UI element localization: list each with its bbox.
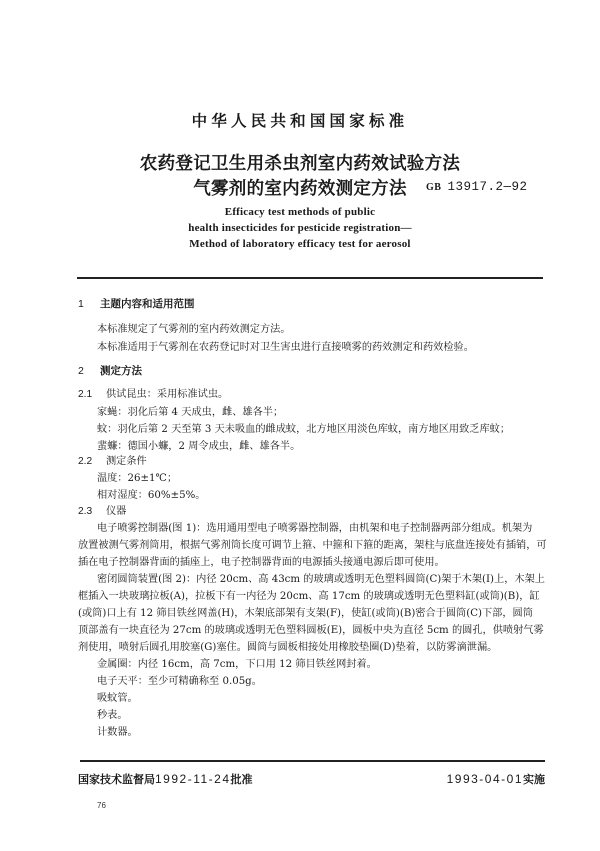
standard-code: 13917.2—92 xyxy=(447,180,528,194)
list-item: 吸蚊管。 xyxy=(97,693,138,704)
subsection-number: 2.2 xyxy=(78,456,93,467)
section-title: 主题内容和适用范围 xyxy=(100,298,195,310)
subsection-2-2-heading xyxy=(78,452,147,467)
footer-divider xyxy=(80,760,545,762)
list-item: 家蝇：羽化后第 4 天成虫，雌、雄各半； xyxy=(97,407,284,418)
list-item: 相对湿度：60%±5%。 xyxy=(97,490,206,501)
paragraph-line: 剂使用，喷射后圆孔用胶塞(G)塞住。圆筒与圆板相接处用橡胶垫圈(D)垫着，以防雾滴泄漏。 xyxy=(78,642,498,653)
paragraph-line: 电子喷雾控制器(图 1)：选用通用型电子喷雾器控制器，由机架和电子控制器两部分组成。机架为 xyxy=(97,523,533,534)
paragraph: 本标准规定了气雾剂的室内药效测定方法。 xyxy=(97,324,291,335)
subsection-number: 2.3 xyxy=(78,506,93,517)
list-item: 温度：26±1℃； xyxy=(97,473,178,484)
paragraph-line: 顶部盖有一块直径为 27cm 的玻璃或透明无色塑料圆板(E)，圆板中央为直径 5cm 的圆孔，供喷射气雾 xyxy=(78,625,544,636)
effective-date: 1993-04-01 xyxy=(446,772,523,786)
subsection-title: 测定条件 xyxy=(106,456,147,467)
document-title-line2: 气雾剂的室内药效测定方法 xyxy=(193,179,407,199)
section-number: 1 xyxy=(78,298,84,310)
list-item: 蚊：羽化后第 2 天至第 3 天未吸血的雌成蚊，北方地区用淡色库蚊，南方地区用致乏库蚊； xyxy=(97,424,511,435)
english-title-line3: Method of laboratory efficacy test for aerosol xyxy=(189,238,411,250)
approval-org: 国家技术监督局 xyxy=(78,773,155,786)
english-title-line2: health insecticides for pesticide registration— xyxy=(188,222,412,234)
list-item: 电子天平：至少可精确称至 0.05g。 xyxy=(97,676,262,687)
subsection-title: 仪器 xyxy=(106,506,127,517)
standard-prefix: GB xyxy=(426,182,442,193)
list-item: 蜚蠊：德国小蠊，2 周令成虫，雌、雄各半。 xyxy=(97,441,301,452)
list-item: 秒表。 xyxy=(97,710,128,721)
national-standard-label: 中华人民共和国国家标准 xyxy=(191,112,409,130)
section-2-heading xyxy=(78,363,142,378)
subsection-2-1-heading xyxy=(78,385,228,400)
approval-info xyxy=(78,771,253,787)
subsection-number: 2.1 xyxy=(78,389,93,400)
section-1-heading xyxy=(78,296,195,311)
effective-label: 实施 xyxy=(523,773,545,786)
paragraph-line: 密闭圆筒装置(图 2)：内径 20cm、高 43cm 的玻璃或透明无色塑料圆筒(C)架于木架(I)上，木架上 xyxy=(97,574,545,585)
list-item: 计数器。 xyxy=(97,727,138,738)
list-item: 金属圈：内径 16cm，高 7cm，下口用 12 筛目铁丝网封着。 xyxy=(97,659,377,670)
subsection-title: 供试昆虫：采用标准试虫。 xyxy=(106,389,229,400)
subsection-2-3-heading xyxy=(78,502,126,517)
page-number: 76 xyxy=(97,801,106,810)
paragraph-line: 插在电子控制器背面的插座上，电子控制器背面的电源插头接通电源后即可使用。 xyxy=(78,557,445,568)
effective-info xyxy=(447,771,545,787)
section-title: 测定方法 xyxy=(100,365,142,377)
paragraph: 本标准适用于气雾剂在农药登记时对卫生害虫进行直接喷雾的药效测定和药效检验。 xyxy=(97,342,474,353)
paragraph-line: (或筒)口上有 12 筛目铁丝网盖(H)，木架底部架有支架(F)，使缸(或筒)(B)密合于圆筒(C)下部，圆筒 xyxy=(78,608,533,619)
paragraph-line: 框插入一块玻璃拉板(A)，拉板下有一内径为 20cm、高 17cm 的玻璃或透明无色塑料缸(或筒)(B)，缸 xyxy=(78,591,540,602)
english-title-line1: Efficacy test methods of public xyxy=(224,206,376,218)
document-title-line1: 农药登记卫生用杀虫剂室内药效试验方法 xyxy=(139,154,461,174)
approval-label: 批准 xyxy=(230,773,253,786)
paragraph-line: 放置被测气雾剂筒用，根据气雾剂筒长度可调节上箍、中箍和下箍的距离，架柱与底盘连接处有插销，可 xyxy=(78,540,547,551)
section-number: 2 xyxy=(78,365,84,377)
standard-number xyxy=(426,180,527,194)
approval-date: 1992-11-24 xyxy=(155,772,231,786)
header-divider xyxy=(77,277,543,279)
